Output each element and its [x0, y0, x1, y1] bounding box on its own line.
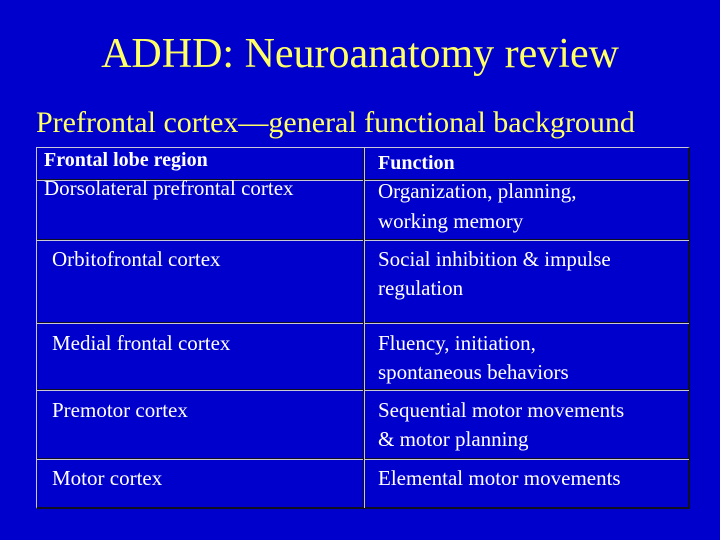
function-cell: & motor planning: [378, 427, 529, 451]
slide-subtitle: Prefrontal cortex—general functional background: [36, 106, 635, 139]
region-cell: Medial frontal cortex: [52, 331, 231, 355]
function-cell: Sequential motor movements: [378, 398, 625, 422]
function-cell: Elemental motor movements: [378, 466, 621, 490]
region-cell: Premotor cortex: [52, 398, 188, 422]
function-cell: working memory: [378, 209, 524, 233]
function-cell: spontaneous behaviors: [378, 360, 569, 384]
function-cell: Social inhibition & impulse: [378, 247, 611, 271]
region-cell: Orbitofrontal cortex: [52, 247, 221, 271]
header-function: Function: [378, 152, 455, 174]
region-cell: Dorsolateral prefrontal cortex: [44, 176, 294, 200]
slide-title: ADHD: Neuroanatomy review: [101, 31, 619, 77]
header-region: Frontal lobe region: [44, 149, 208, 171]
region-cell: Motor cortex: [52, 466, 163, 490]
function-cell: Organization, planning,: [378, 179, 577, 203]
function-cell: regulation: [378, 276, 464, 300]
function-cell: Fluency, initiation,: [378, 331, 536, 355]
column-divider: [363, 148, 365, 508]
function-table: [36, 147, 690, 509]
